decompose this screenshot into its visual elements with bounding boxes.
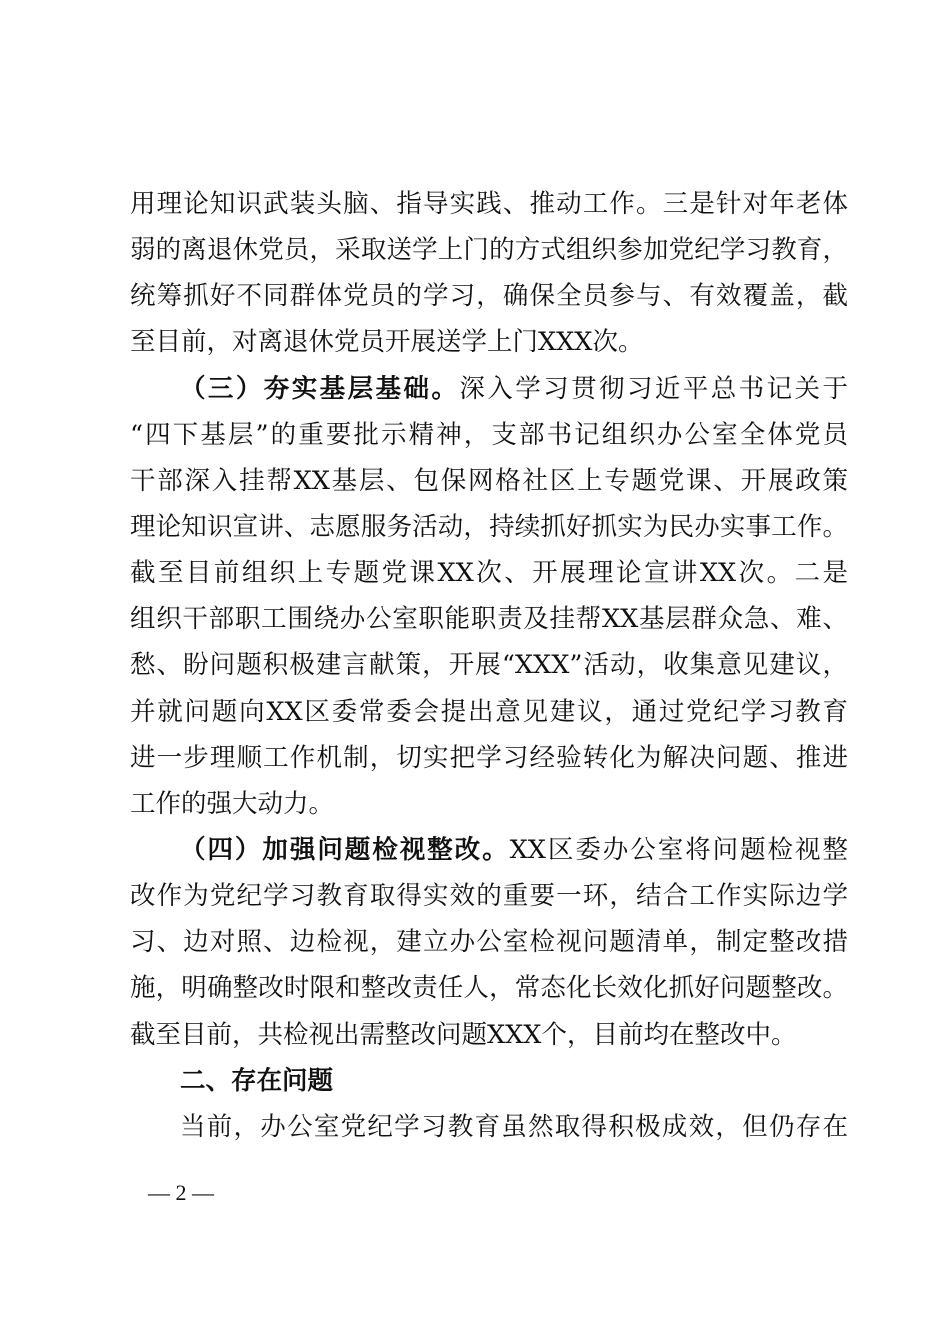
document-body — [130, 181, 848, 1150]
text-line: 进一步理顺工作机制，切实把学习经验转化为解决问题、推进 — [130, 742, 848, 773]
text-line: 统筹抓好不同群体党员的学习，确保全员参与、有效覆盖，截 — [130, 281, 848, 312]
text-line: 理论知识宣讲、志愿服务活动，持续抓好抓实为民办实事工作。 — [130, 511, 848, 542]
text-line: 施，明确整改时限和整改责任人，常态化长效化抓好问题整改。 — [130, 973, 848, 1004]
text-line: 习、边对照、边检视，建立办公室检视问题清单，制定整改措 — [130, 927, 848, 958]
page-number: — 2 — — [148, 1180, 214, 1205]
paragraph-first-line — [130, 366, 848, 412]
text-line: 用理论知识武装头脑、指导实践、推动工作。三是针对年老体 — [130, 189, 848, 219]
text-line: 并就问题向XX区委常委会提出意见建议，通过党纪学习教育 — [130, 696, 848, 727]
text-line: 工作的强大动力。 — [130, 788, 335, 819]
text-line: 当前，办公室党纪学习教育虽然取得积极成效，但仍存在 — [180, 1111, 848, 1142]
text-line: 愁、盼问题积极建言献策，开展“XXX”活动，收集意见建议， — [130, 650, 848, 681]
text-line: 组织干部职工围绕办公室职能职责及挂帮XX基层群众急、难、 — [130, 604, 848, 635]
paragraph-heading: （三）夯实基层基础。 — [180, 373, 460, 404]
text-line: 深入学习贯彻习近平总书记关于 — [459, 373, 848, 404]
text-line: XX区委办公室将问题检视整 — [509, 834, 848, 865]
section-heading: 二、存在问题 — [180, 1065, 334, 1096]
paragraph-first-line — [130, 827, 848, 873]
text-line: 截至目前，共检视出需整改问题XXX个，目前均在整改中。 — [130, 1019, 797, 1050]
text-line: “四下基层”的重要批示精神，支部书记组织办公室全体党员 — [130, 419, 848, 450]
text-line: 改作为党纪学习教育取得实效的重要一环，结合工作实际边学 — [130, 881, 848, 912]
text-line: 干部深入挂帮XX基层、包保网格社区上专题党课、开展政策 — [130, 465, 848, 496]
text-line: 截至目前组织上专题党课XX次、开展理论宣讲XX次。二是 — [130, 558, 848, 589]
text-line: 弱的离退休党员，采取送学上门的方式组织参加党纪学习教育， — [130, 235, 848, 266]
paragraph-heading: （四）加强问题检视整改。 — [180, 834, 510, 865]
text-line: 至目前，对离退休党员开展送学上门XXX次。 — [130, 327, 644, 358]
